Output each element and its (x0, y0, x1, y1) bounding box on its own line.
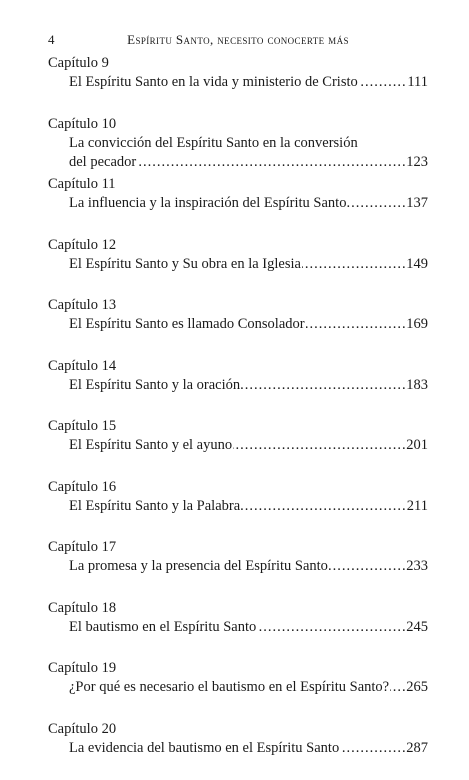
chapter-label: Capítulo 12 (48, 236, 428, 255)
chapter-title: El Espíritu Santo y Su obra en la Iglesia (69, 256, 302, 272)
toc-entry (48, 417, 428, 478)
chapter-page-number: 265 (405, 678, 428, 697)
chapter-title-line (69, 315, 428, 334)
chapter-label: Capítulo 15 (48, 417, 428, 436)
chapter-title-line (69, 153, 428, 172)
chapter-page-number: 169 (405, 315, 428, 334)
chapter-page-number: 137 (405, 194, 428, 213)
chapter-label: Capítulo 11 (48, 175, 428, 194)
chapter-page-number: 201 (405, 436, 428, 455)
toc-entry (48, 659, 428, 720)
chapter-title-line (69, 436, 428, 455)
chapter-title: El bautismo en el Espíritu Santo (69, 619, 257, 635)
page-number: 4 (48, 32, 55, 48)
chapter-title-line (69, 678, 428, 697)
toc-entry (48, 54, 428, 115)
chapter-page-number: 123 (405, 153, 428, 172)
chapter-title-line (69, 376, 428, 395)
toc-entry (48, 236, 428, 297)
chapter-label: Capítulo 13 (48, 296, 428, 315)
toc-entry (48, 599, 428, 660)
toc-entry (48, 720, 428, 780)
toc-entry (48, 478, 428, 539)
chapter-title: El Espíritu Santo en la vida y ministerio de Cristo (69, 74, 359, 90)
chapter-title: ¿Por qué es necesario el bautismo en el Espíritu Santo? (69, 679, 390, 695)
chapter-title-line (69, 739, 428, 758)
chapter-page-number: 149 (405, 255, 428, 274)
chapter-label: Capítulo 9 (48, 54, 428, 73)
chapter-title-line (69, 618, 428, 637)
toc-entry (48, 357, 428, 418)
chapter-title-line (69, 255, 428, 274)
chapter-title: El Espíritu Santo y la Palabra (69, 498, 241, 514)
chapter-page-number: 211 (406, 497, 428, 516)
toc-entry (48, 538, 428, 599)
chapter-title: La convicción del Espíritu Santo en la conversión (69, 135, 359, 151)
chapter-title-line (69, 73, 428, 92)
chapter-title-line (69, 194, 428, 213)
chapter-title: La promesa y la presencia del Espíritu Santo (69, 558, 329, 574)
chapter-page-number: 233 (405, 557, 428, 576)
chapter-title: del pecador (69, 154, 137, 170)
toc-entry (48, 115, 428, 176)
chapter-label: Capítulo 19 (48, 659, 428, 678)
chapter-page-number: 245 (405, 618, 428, 637)
chapter-title: La evidencia del bautismo en el Espíritu Santo (69, 740, 340, 756)
chapter-page-number: 111 (406, 73, 428, 92)
chapter-title-line (69, 134, 428, 153)
table-of-contents (48, 54, 428, 780)
toc-entry (48, 296, 428, 357)
toc-entry (48, 175, 428, 236)
chapter-page-number: 287 (405, 739, 428, 758)
chapter-label: Capítulo 14 (48, 357, 428, 376)
running-title: Espíritu Santo, necesito conocerte más (48, 32, 428, 48)
page-header (48, 32, 428, 48)
chapter-title: El Espíritu Santo es llamado Consolador (69, 316, 306, 332)
chapter-title: El Espíritu Santo y la oración (69, 377, 241, 393)
chapter-title-line (69, 497, 428, 516)
chapter-label: Capítulo 17 (48, 538, 428, 557)
chapter-title: El Espíritu Santo y el ayuno (69, 437, 233, 453)
chapter-label: Capítulo 20 (48, 720, 428, 739)
chapter-title-line (69, 557, 428, 576)
chapter-page-number: 183 (405, 376, 428, 395)
chapter-title: La influencia y la inspiración del Espíritu Santo (69, 195, 347, 211)
chapter-label: Capítulo 18 (48, 599, 428, 618)
chapter-label: Capítulo 16 (48, 478, 428, 497)
chapter-label: Capítulo 10 (48, 115, 428, 134)
